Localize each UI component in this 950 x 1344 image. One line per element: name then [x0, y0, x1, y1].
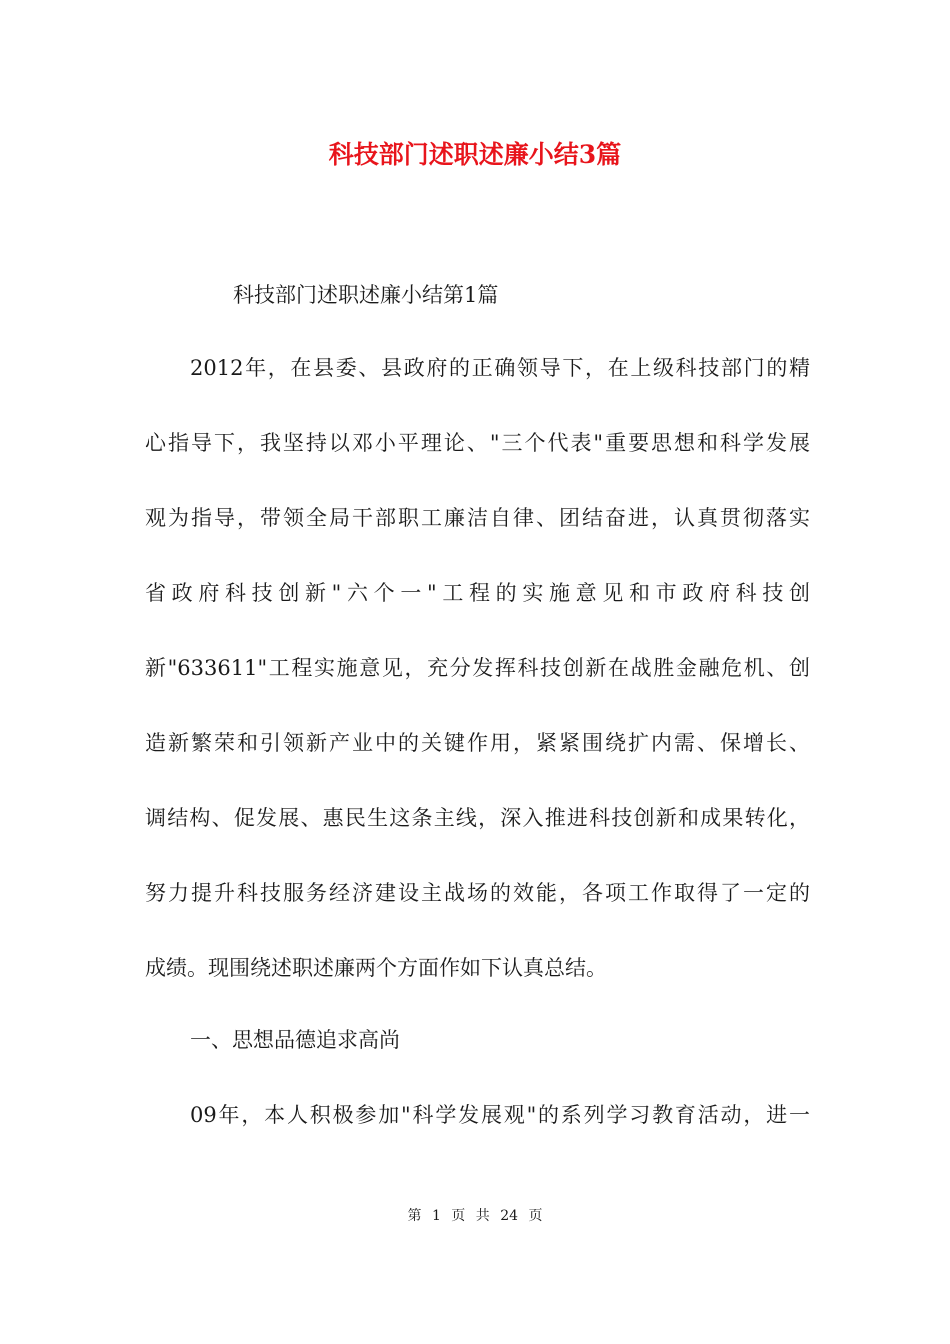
- body-line: 造新繁荣和引领新产业中的关键作用，紧紧围绕扩内需、保增长、: [145, 731, 810, 755]
- body-line: 省政府科技创新"六个一"工程的实施意见和市政府科技创: [145, 581, 810, 605]
- document-title: 科技部门述职述廉小结3篇: [328, 140, 622, 169]
- body-line: 努力提升科技服务经济建设主战场的效能，各项工作取得了一定的: [145, 881, 810, 905]
- body-line: 成绩。现围绕述职述廉两个方面作如下认真总结。: [145, 956, 607, 980]
- body-line: 调结构、促发展、惠民生这条主线，深入推进科技创新和成果转化，: [145, 806, 810, 830]
- body-line: 09年，本人积极参加"科学发展观"的系列学习教育活动，进一: [190, 1103, 810, 1127]
- body-line: 新"633611"工程实施意见，充分发挥科技创新在战胜金融危机、创: [145, 656, 810, 680]
- body-line: 观为指导，带领全局干部职工廉洁自律、团结奋进，认真贯彻落实: [145, 506, 810, 530]
- body-line: 心指导下，我坚持以邓小平理论、"三个代表"重要思想和科学发展: [145, 431, 810, 455]
- body-line: 2012年，在县委、县政府的正确领导下，在上级科技部门的精: [190, 356, 810, 380]
- subsection-heading: 一、思想品德追求高尚: [190, 1028, 400, 1052]
- section-heading-1: 科技部门述职述廉小结第1篇: [233, 283, 499, 307]
- page-footer: 第 1 页 共 24 页: [407, 1208, 543, 1224]
